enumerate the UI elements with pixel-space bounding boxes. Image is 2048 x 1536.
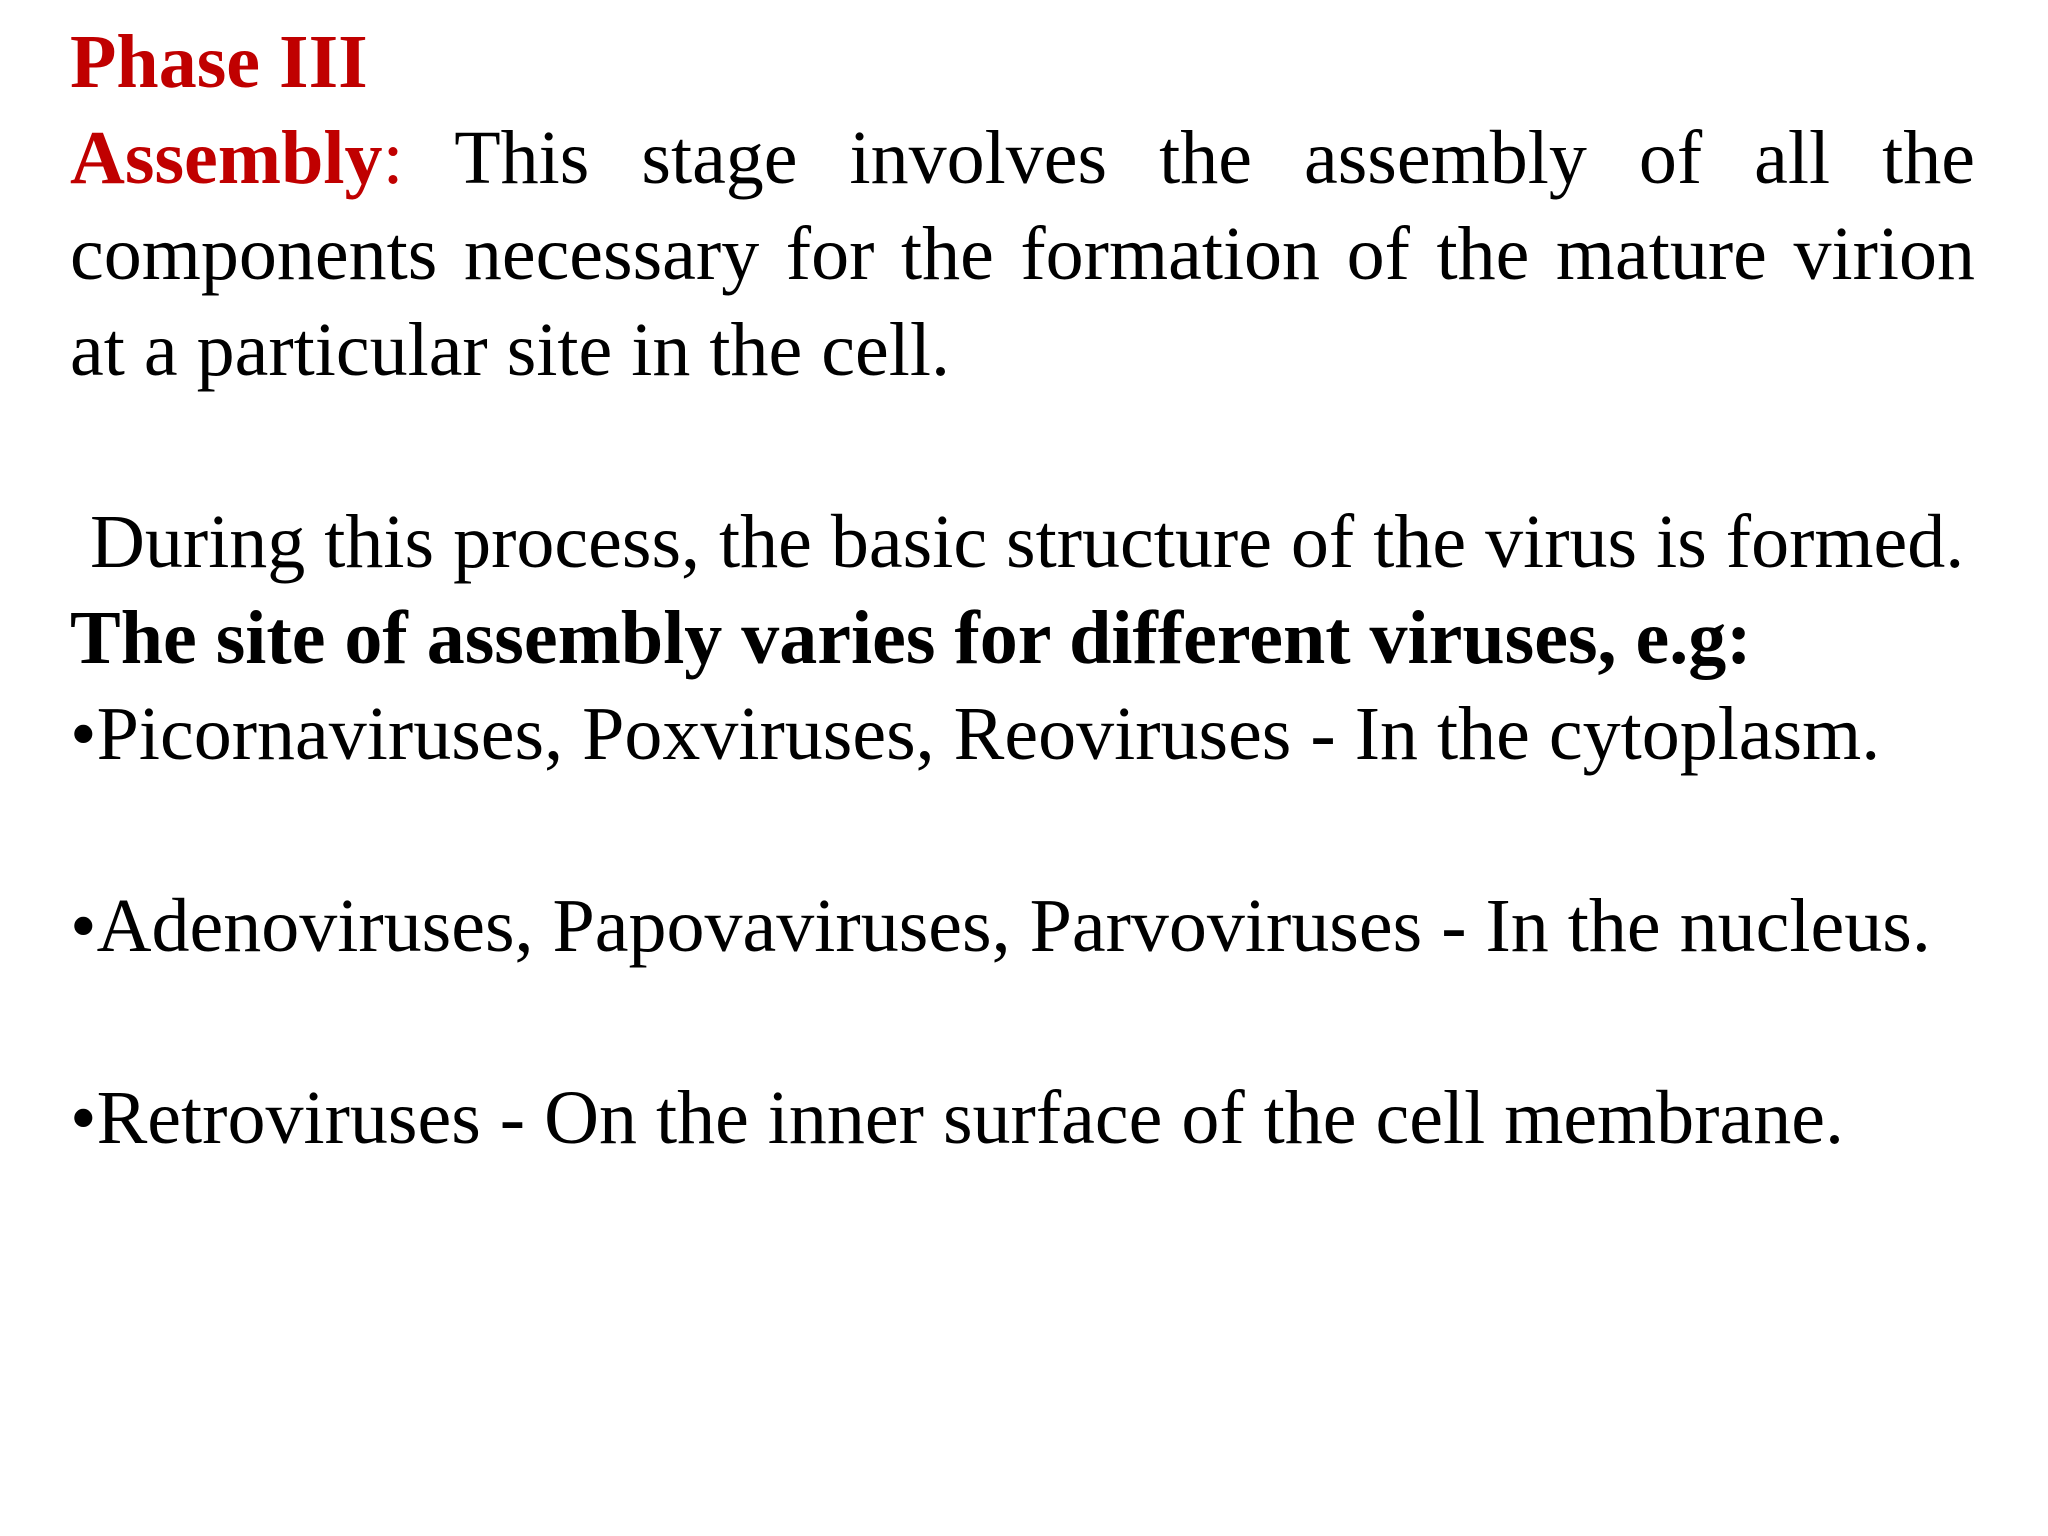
bullet-icon: • <box>70 884 97 968</box>
bullet-icon: • <box>70 1076 97 1160</box>
process-paragraph: During this process, the basic structure of the virus is formed. <box>90 500 1965 584</box>
spacer <box>70 398 1975 494</box>
assembly-term: Assembly <box>70 116 383 200</box>
bullet-text: Retroviruses - On the inner surface of the cell membrane. <box>96 1076 1844 1160</box>
bullet-item-nucleus <box>70 878 1975 974</box>
bullet-text: Picornaviruses, Poxviruses, Reoviruses - In the cytoplasm. <box>96 692 1881 776</box>
slide-content <box>70 14 1975 1166</box>
assembly-colon: : <box>382 116 404 200</box>
bullet-text: Adenoviruses, Papovaviruses, Parvoviruses - In the nucleus. <box>96 884 1931 968</box>
assembly-paragraph <box>70 110 1975 398</box>
bullet-icon: • <box>70 692 97 776</box>
assembly-text: This stage involves the assembly of all the components necessary for the formation of the mature virion at a particular site in the cell. <box>70 116 1975 392</box>
spacer <box>70 974 1975 1070</box>
site-heading: The site of assembly varies for different viruses, e.g: <box>70 596 1752 680</box>
bullet-item-cell-membrane <box>70 1070 1975 1166</box>
bullet-item-cytoplasm <box>70 686 1975 782</box>
spacer <box>70 782 1975 878</box>
phase-heading: Phase III <box>70 20 368 104</box>
